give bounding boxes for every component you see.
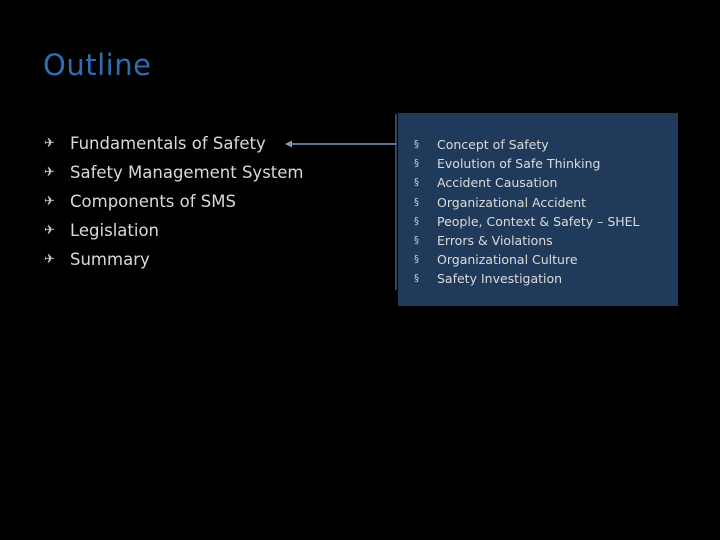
square-bullet-icon: § xyxy=(414,158,419,170)
list-item xyxy=(414,154,640,173)
list-item xyxy=(44,245,304,274)
list-item-label: Evolution of Safe Thinking xyxy=(437,156,601,172)
airplane-icon: ✈ xyxy=(44,223,55,238)
slide-title: Outline xyxy=(43,48,152,82)
list-item-label: Safety Investigation xyxy=(437,271,563,287)
list-item xyxy=(44,158,304,187)
main-outline-list xyxy=(44,129,304,274)
connector-arrow xyxy=(285,110,410,310)
list-item-label: Organizational Accident xyxy=(437,194,587,210)
square-bullet-icon: § xyxy=(414,139,419,151)
list-item-label: Accident Causation xyxy=(437,175,558,191)
airplane-icon: ✈ xyxy=(44,136,55,151)
list-item xyxy=(44,216,304,245)
list-item-label: Organizational Culture xyxy=(437,252,578,268)
airplane-icon: ✈ xyxy=(44,165,55,180)
airplane-icon: ✈ xyxy=(44,252,55,267)
sub-topics-list xyxy=(414,135,640,289)
square-bullet-icon: § xyxy=(414,273,419,285)
square-bullet-icon: § xyxy=(414,215,419,227)
arrowhead-icon xyxy=(285,141,292,148)
list-item xyxy=(44,187,304,216)
square-bullet-icon: § xyxy=(414,254,419,266)
square-bullet-icon: § xyxy=(414,177,419,189)
square-bullet-icon: § xyxy=(414,235,419,247)
list-item xyxy=(414,250,640,269)
list-item xyxy=(414,212,640,231)
sub-topics-panel xyxy=(398,113,678,306)
list-item xyxy=(414,269,640,288)
square-bullet-icon: § xyxy=(414,196,419,208)
list-item-label: Summary xyxy=(70,250,150,269)
airplane-icon: ✈ xyxy=(44,194,55,209)
list-item-label: People, Context & Safety – SHEL xyxy=(437,213,640,229)
list-item-label: Fundamentals of Safety xyxy=(70,134,266,153)
list-item xyxy=(414,231,640,250)
list-item xyxy=(44,129,304,158)
list-item-label: Components of SMS xyxy=(70,192,236,211)
list-item-label: Errors & Violations xyxy=(437,233,553,249)
list-item-label: Concept of Safety xyxy=(437,137,549,153)
list-item xyxy=(414,193,640,212)
list-item xyxy=(414,135,640,154)
list-item-label: Legislation xyxy=(70,221,160,240)
list-item-label: Safety Management System xyxy=(70,163,304,182)
list-item xyxy=(414,173,640,192)
